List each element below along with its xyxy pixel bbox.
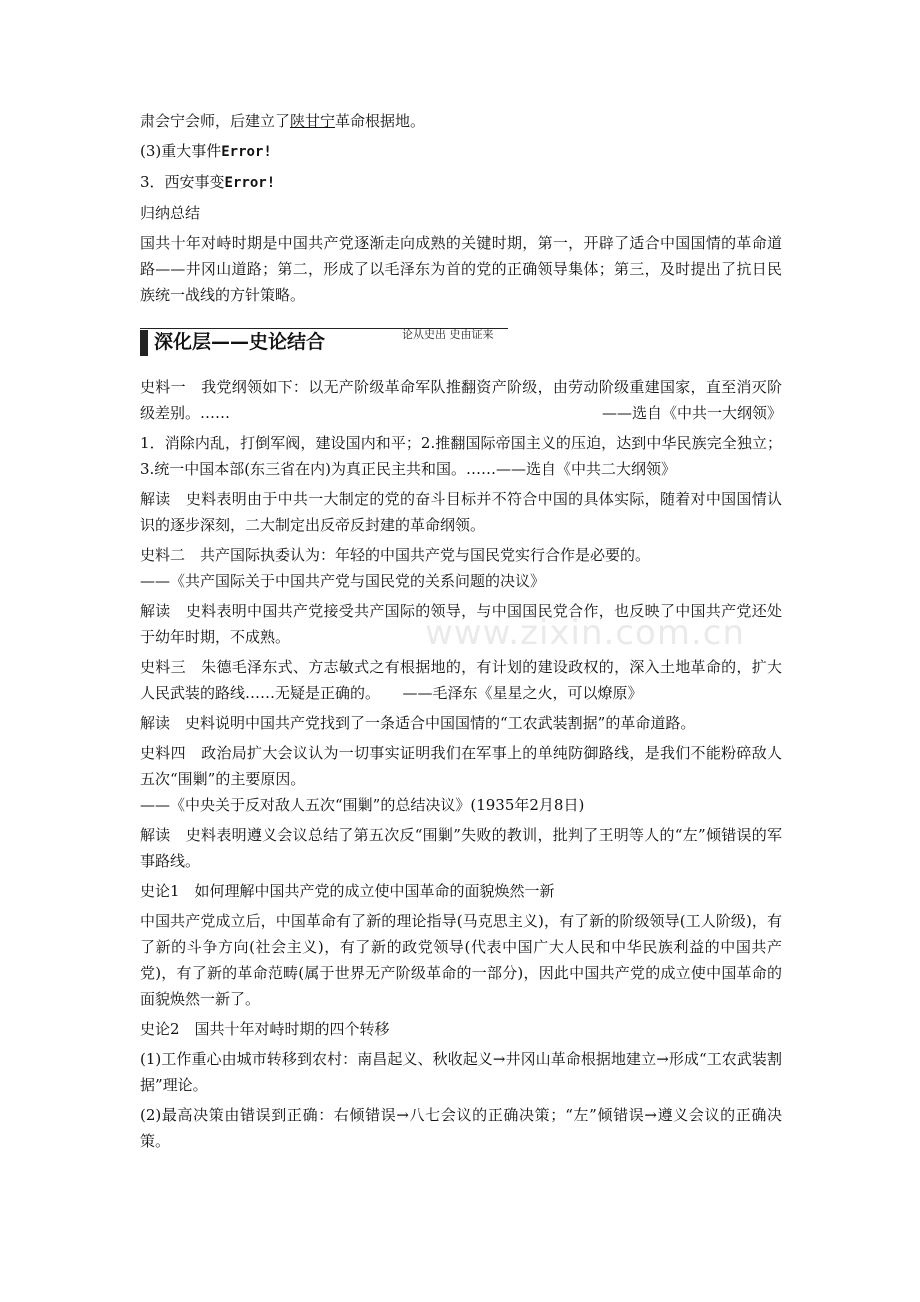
watermark: www.zixin.com.cn — [425, 613, 745, 653]
material-1-reading: 解读 史料表明由于中共一大制定的党的奋斗目标并不符合中国的具体实际，随着对中国国情认识的逐步深刻，二大制定出反帝反封建的革命纲领。 — [140, 490, 782, 534]
material-2-reading: 解读 史料表明中国共产党接受共产国际的领导，与中国国民党合作，也反映了中国共产党还处于幼年时期，不成熟。 — [140, 602, 782, 646]
text-line-shaanganning — [140, 108, 782, 134]
material-2: 史料二 共产国际执委认为：年轻的中国共产党与国民党实行合作是必要的。 — [140, 546, 651, 564]
material-1b: 1．消除内乱，打倒军阀，建设国内和平；2.推翻国际帝国主义的压迫，达到中华民族完全独立；3.统一中国本部(东三省在内)为真正民主共和国。……——选自《中共二大纲领》 — [140, 434, 782, 478]
text-line-xian-incident — [140, 169, 782, 196]
error-text: Error! — [221, 144, 272, 160]
material-4-reading: 解读 史料表明遵义会议总结了第五次反“围剿”失败的教训，批判了王明等人的“左”倾错误的军事路线。 — [140, 826, 782, 870]
section-subtitle: 论从史出 史由证来 — [402, 328, 494, 341]
material-4-source: ——《中央关于反对敌人五次“围剿”的总结决议》(1935年2月8日) — [140, 796, 585, 814]
text-span: 革命根据地。 — [335, 112, 426, 130]
text-span: 3．西安事变 — [140, 173, 225, 191]
text-line-major-events — [140, 138, 782, 165]
material-3: 史料三 朱德毛泽东式、方志敏式之有根据地的，有计划的建设政权的，深入土地革命的，扩大人民武装的路线……无疑是正确的。 ——毛泽东《星星之火，可以燎原》 — [140, 658, 782, 702]
material-3-reading: 解读 史料说明中国共产党找到了一条适合中国国情的“工农武装割据”的革命道路。 — [140, 714, 696, 732]
section-title: 深化层——史论结合 — [154, 331, 326, 353]
discussion-1-text: 中国共产党成立后，中国革命有了新的理论指导(马克思主义)，有了新的阶级领导(工人阶级)，有了新的斗争方向(社会主义)，有了新的政党领导(代表中国广大人民和中华民族利益的中国共产党)，有了新的革命范畴(属于世界无产阶级革命的一部分)，因此中国共产党的成立使中国革命的面貌焕然一新了。 — [140, 912, 782, 1008]
section-header — [140, 328, 782, 356]
text-span: 肃会宁会师，后建立了 — [140, 112, 291, 130]
discussion-2-title: 史论2 国共十年对峙时期的四个转移 — [140, 1020, 390, 1038]
discussion-2-item-2: (2)最高决策由错误到正确：右倾错误→八七会议的正确决策；“左”倾错误→遵义会议的正确决策。 — [140, 1106, 782, 1150]
text-span: (3)重大事件 — [140, 142, 222, 160]
discussion-1-title: 史论1 如何理解中国共产党的成立使中国革命的面貌焕然一新 — [140, 882, 555, 900]
link-shaanganning[interactable]: 陕甘宁 — [290, 112, 336, 130]
error-text: Error! — [224, 175, 276, 191]
material-1 — [140, 374, 782, 426]
material-1-source: ——选自《中共一大纲领》 — [601, 404, 782, 422]
section-marker — [140, 330, 148, 356]
document-content — [140, 108, 782, 1154]
material-2-source: ——《共产国际关于中国共产党与国民党的关系问题的决议》 — [140, 572, 546, 590]
summary-heading: 归纳总结 — [140, 204, 201, 222]
summary-paragraph: 国共十年对峙时期是中国共产党逐渐走向成熟的关键时期，第一，开辟了适合中国国情的革命道路——井冈山道路；第二，形成了以毛泽东为首的党的正确领导集体；第三，及时提出了抗日民族统一战线的方针策略。 — [140, 234, 782, 304]
discussion-2-item-1: (1)工作重心由城市转移到农村：南昌起义、秋收起义→井冈山革命根据地建立→形成“工农武装割据”理论。 — [140, 1050, 782, 1094]
material-4: 史料四 政治局扩大会议认为一切事实证明我们在军事上的单纯防御路线，是我们不能粉碎敌人五次“围剿”的主要原因。 — [140, 744, 782, 788]
material-1-text: 史料一 我党纲领如下：以无产阶级革命军队推翻资产阶级，由劳动阶级重建国家，直至消灭阶级差别。…… — [140, 378, 782, 422]
